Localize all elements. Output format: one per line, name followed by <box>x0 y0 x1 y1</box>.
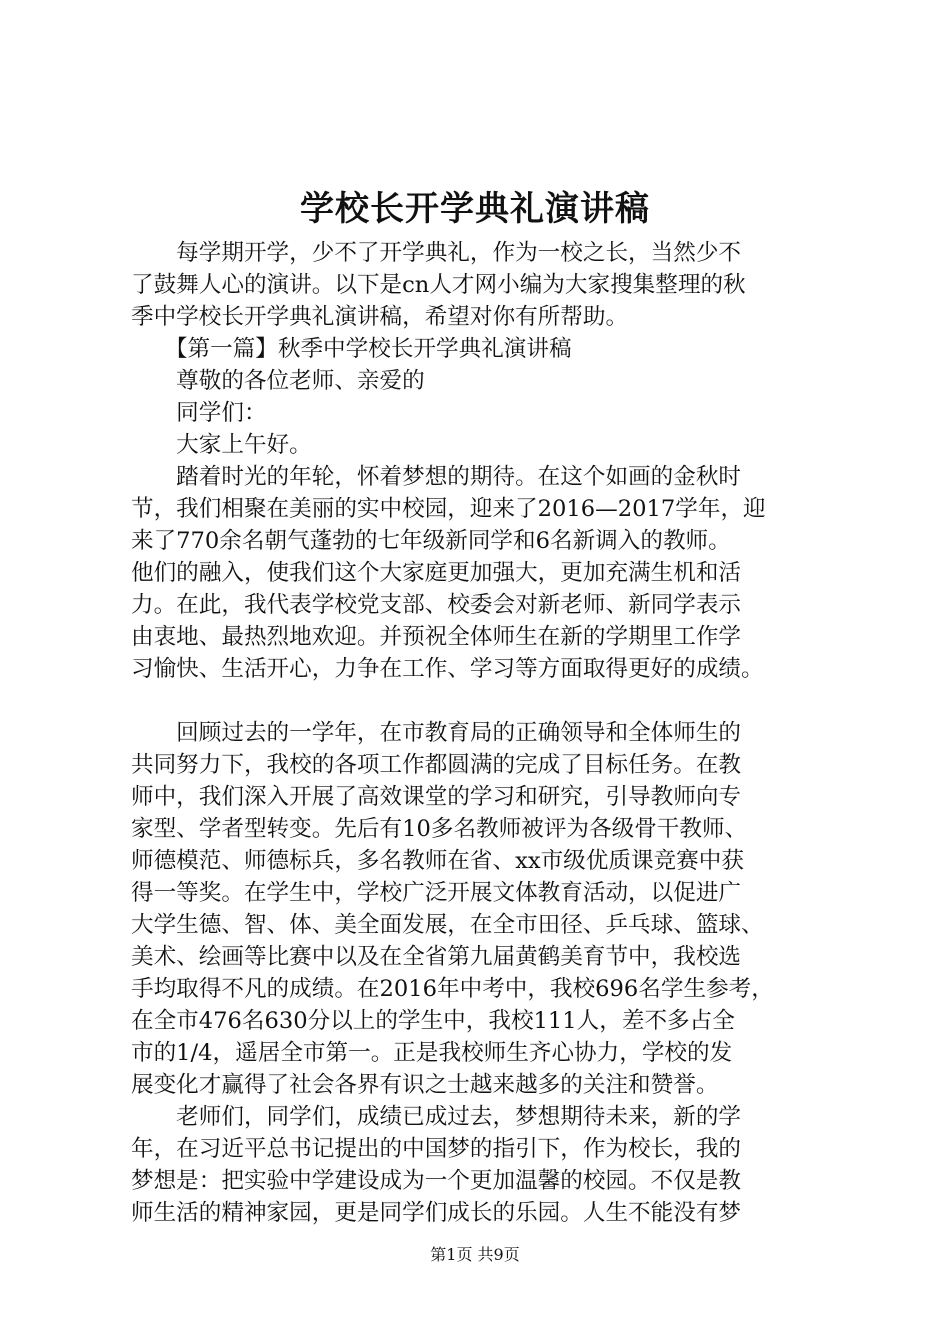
body-line: 节，我们相聚在美丽的实中校园，迎来了2016—2017学年，迎 <box>131 496 766 522</box>
body-line: 展变化才赢得了社会各界有识之士越来越多的关注和赞誉。 <box>131 1072 719 1098</box>
body-line: 了鼓舞人心的演讲。以下是cn人才网小编为大家搜集整理的秋 <box>131 272 746 298</box>
greeting-line: 大家上午好。 <box>131 432 312 458</box>
body-line: 得一等奖。在学生中，学校广泛开展文体教育活动，以促进广 <box>131 880 742 906</box>
section-heading: 【第一篇】秋季中学校长开学典礼演讲稿 <box>131 336 572 362</box>
body-line: 大学生德、智、体、美全面发展，在全市田径、乒乓球、篮球、 <box>131 912 764 938</box>
body-line: 年，在习近平总书记提出的中国梦的指引下，作为校长，我的 <box>131 1136 742 1162</box>
body-line: 每学期开学，少不了开学典礼，作为一校之长，当然少不 <box>131 240 742 266</box>
body-line: 美术、绘画等比赛中以及在全省第九届黄鹤美育节中，我校选 <box>131 944 742 970</box>
body-line: 来了770余名朝气蓬勃的七年级新同学和6名新调入的教师。 <box>131 528 731 554</box>
body-line: 踏着时光的年轮，怀着梦想的期待。在这个如画的金秋时 <box>131 464 742 490</box>
salutation-line: 同学们： <box>131 400 267 426</box>
salutation-line: 尊敬的各位老师、亲爱的 <box>131 368 425 394</box>
body-line: 梦想是：把实验中学建设成为一个更加温馨的校园。不仅是教 <box>131 1168 742 1194</box>
page-number: 第1页 共9页 <box>430 1245 520 1264</box>
body-line: 季中学校长开学典礼演讲稿，希望对你有所帮助。 <box>131 304 629 330</box>
body-line: 共同努力下，我校的各项工作都圆满的完成了目标任务。在教 <box>131 752 742 778</box>
paragraph-gap <box>131 685 831 717</box>
body-line: 老师们，同学们，成绩已成过去，梦想期待未来，新的学 <box>131 1104 742 1130</box>
body-line: 家型、学者型转变。先后有10多名教师被评为各级骨干教师、 <box>131 816 748 842</box>
body-line: 习愉快、生活开心，力争在工作、学习等方面取得更好的成绩。 <box>131 656 764 682</box>
body-line: 力。在此，我代表学校党支部、校委会对新老师、新同学表示 <box>131 592 742 618</box>
document-body <box>131 237 831 1229</box>
body-line: 回顾过去的一学年，在市教育局的正确领导和全体师生的 <box>131 720 742 746</box>
body-line: 在全市476名630分以上的学生中，我校111人，差不多占全 <box>131 1008 735 1034</box>
document-title: 学校长开学典礼演讲稿 <box>300 189 650 229</box>
body-line: 师德模范、师德标兵，多名教师在省、xx市级优质课竞赛中获 <box>131 848 744 874</box>
body-line: 由衷地、最热烈地欢迎。并预祝全体师生在新的学期里工作学 <box>131 624 742 650</box>
body-line: 他们的融入，使我们这个大家庭更加强大，更加充满生机和活 <box>131 560 742 586</box>
body-line: 手均取得不凡的成绩。在2016年中考中，我校696名学生参考， <box>131 976 774 1002</box>
body-line: 师中，我们深入开展了高效课堂的学习和研究，引导教师向专 <box>131 784 742 810</box>
body-line: 师生活的精神家园，更是同学们成长的乐园。人生不能没有梦 <box>131 1200 742 1226</box>
body-line: 市的1/4，遥居全市第一。正是我校师生齐心协力，学校的发 <box>131 1040 733 1066</box>
